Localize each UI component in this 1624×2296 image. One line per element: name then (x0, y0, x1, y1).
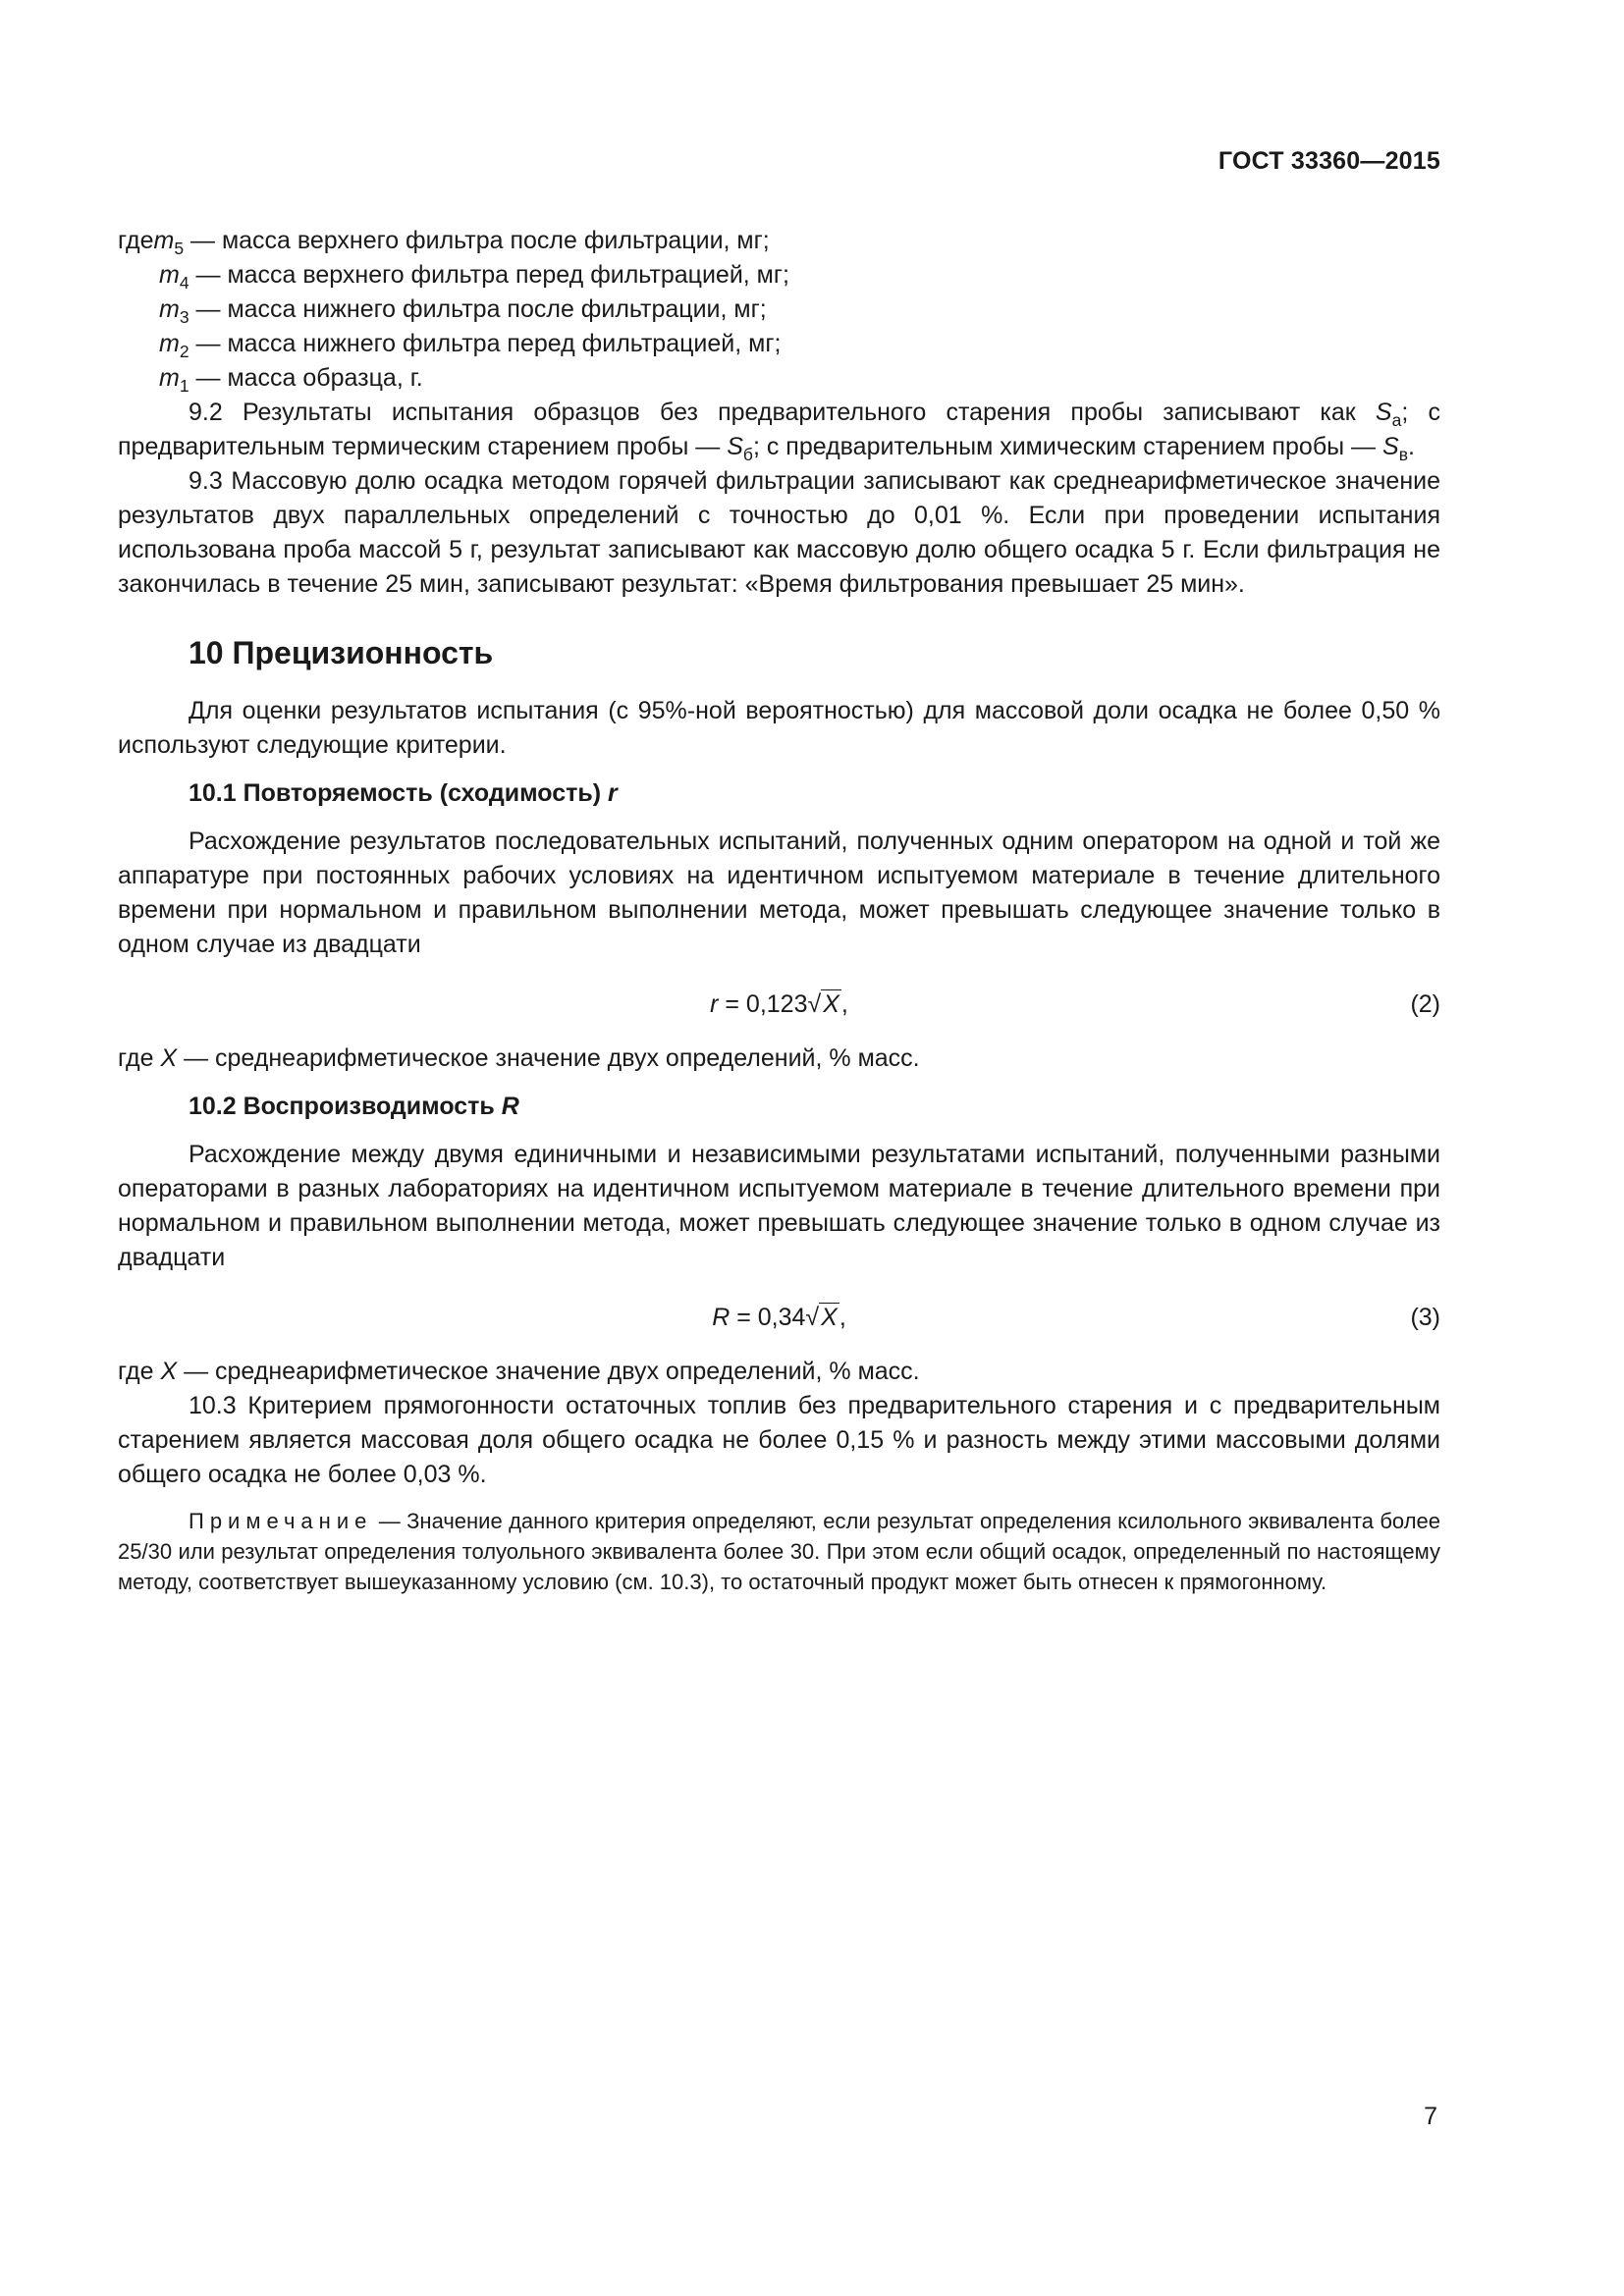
variable-description: — масса нижнего фильтра перед фильтрацией, мг; (195, 330, 782, 357)
variable-symbol: m (159, 261, 180, 289)
formula-2 (118, 988, 1440, 1022)
variable-item (118, 361, 1440, 396)
formula-3 (118, 1301, 1440, 1335)
formula-expression (118, 1301, 1440, 1335)
note-text: — Значение данного критерия определяют, если результат определения ксилольного эквивалента более 25/30 или результат определения толуольного эквивалента более 30. При этом если общий осадок, определенный по настоящему методу, соответствует вышеуказанному условию (см. 10.3), то остаточный продукт может быть отнесен к прямогонному. (118, 1509, 1440, 1594)
subsection-10-1-body: Расхождение результатов последовательных испытаний, полученных одним оператором на одной и той же аппаратуре при постоянных рабочих условиях на идентичном испытуемом материале в течение длительного времени при нормальном и правильном выполнении метода, может превышать следующее значение только в одном случае из двадцати (118, 828, 1440, 958)
subsection-title-symbol: r (608, 779, 618, 807)
paragraph-9-3: 9.3 Массовую долю осадка методом горячей фильтрации записывают как среднеарифметическое значение результатов двух параллельных определений с точностью до 0,01 %. Если при проведении испытания использована проба массой 5 г, результат записывают как массовую долю общего осадка 5 г. Если фильтрация не закончилась в течение 25 мин, записывают результат: «Время фильтрования превышает 25 мин». (118, 467, 1440, 598)
square-root (805, 1301, 839, 1335)
formula-2-where (118, 1041, 1440, 1076)
note-label: Примечание (189, 1509, 373, 1533)
formula-lhs: r (710, 990, 719, 1018)
variable-symbol: m (159, 364, 180, 392)
result-symbol: S (727, 433, 743, 460)
formula-end: , (840, 990, 848, 1018)
variable-subscript: 2 (179, 342, 189, 361)
variable-item (118, 293, 1440, 327)
subsection-title-text: 10.1 Повторяемость (сходимость) (189, 779, 608, 807)
subsection-10-2-title (118, 1090, 1440, 1124)
variable-list (118, 224, 1440, 396)
formula-3-where (118, 1355, 1440, 1389)
section-10-intro: Для оценки результатов испытания (с 95%-ной вероятностью) для массовой доли осадка не более 0,50 % используют следующие критерии. (118, 697, 1440, 759)
result-subscript: а (1391, 410, 1402, 430)
result-subscript: в (1398, 445, 1408, 464)
variable-description: — масса нижнего фильтра после фильтрации, мг; (195, 295, 767, 323)
variable-item (118, 327, 1440, 361)
paragraph-text: . (1408, 433, 1415, 460)
variable-symbol: m (159, 295, 180, 323)
where-word: где (118, 227, 154, 254)
variable-subscript: 3 (179, 307, 189, 327)
variable-description: — масса образца, г. (195, 364, 423, 392)
formula-number: (3) (1410, 1304, 1440, 1331)
result-symbol: S (1382, 433, 1399, 460)
formula-end: , (839, 1304, 846, 1331)
radicand: X (823, 990, 839, 1018)
paragraph-text: ; с предварительным химическим старением пробы — (752, 433, 1383, 460)
variable-symbol: m (153, 227, 175, 254)
formula-number: (2) (1410, 990, 1440, 1018)
note (118, 1506, 1440, 1597)
square-root (808, 988, 841, 1022)
document-id-header: ГОСТ 33360—2015 (1218, 147, 1440, 175)
page-number: 7 (1424, 2103, 1437, 2130)
radical-sign-icon: √ (805, 1304, 820, 1331)
page-content (118, 224, 1440, 1597)
paragraph-9-2 (118, 396, 1440, 464)
paragraph-text: ; с предварительным термическим старением пробы — (118, 399, 1440, 460)
variable-description: — среднеарифметическое значение двух определений, % масс. (177, 1044, 920, 1072)
variable-description: — среднеарифметическое значение двух определений, % масс. (177, 1358, 920, 1385)
formula-coefficient: = 0,34 (730, 1304, 806, 1331)
paragraph-text: 9.2 Результаты испытания образцов без предварительного старения пробы записывают как (189, 399, 1376, 426)
formula-coefficient: = 0,123 (718, 990, 808, 1018)
radical-sign-icon: √ (807, 990, 822, 1018)
subsection-10-2-body: Расхождение между двумя единичными и независимыми результатами испытаний, полученными разными операторами в разных лабораториях на идентичном испытуемом материале в течение длительного времени при нормальном и правильном выполнении метода, может превышать следующее значение только в одном случае из двадцати (118, 1141, 1440, 1271)
section-10-title: 10 Прецизионность (189, 635, 494, 670)
variable-subscript: 5 (174, 239, 185, 258)
variable-subscript: 4 (179, 273, 189, 293)
subsection-title-text: 10.2 Воспроизводимость (189, 1093, 502, 1120)
variable-symbol: X (160, 1358, 178, 1385)
subsection-10-1-title (118, 776, 1440, 811)
result-subscript: б (742, 445, 753, 464)
subsection-title-symbol: R (501, 1093, 519, 1120)
variable-description: — масса верхнего фильтра перед фильтрацией, мг; (195, 261, 789, 289)
formula-lhs: R (712, 1304, 731, 1331)
variable-subscript: 1 (179, 376, 189, 396)
result-symbol: S (1375, 399, 1392, 426)
variable-symbol: X (160, 1044, 178, 1072)
variable-description: — масса верхнего фильтра после фильтрации, мг; (190, 227, 770, 254)
variable-item (118, 258, 1440, 293)
radicand: X (821, 1304, 838, 1331)
where-word: где (118, 1044, 161, 1072)
paragraph-10-3: 10.3 Критерием прямогонности остаточных топлив без предварительного старения и с предварительным старением является массовая доля общего осадка не более 0,15 % и разность между этими массовыми долями общего осадка не более 0,03 %. (118, 1392, 1440, 1488)
where-word: где (118, 1358, 161, 1385)
variable-symbol: m (159, 330, 180, 357)
formula-expression (118, 988, 1440, 1022)
variable-item (118, 224, 1440, 258)
